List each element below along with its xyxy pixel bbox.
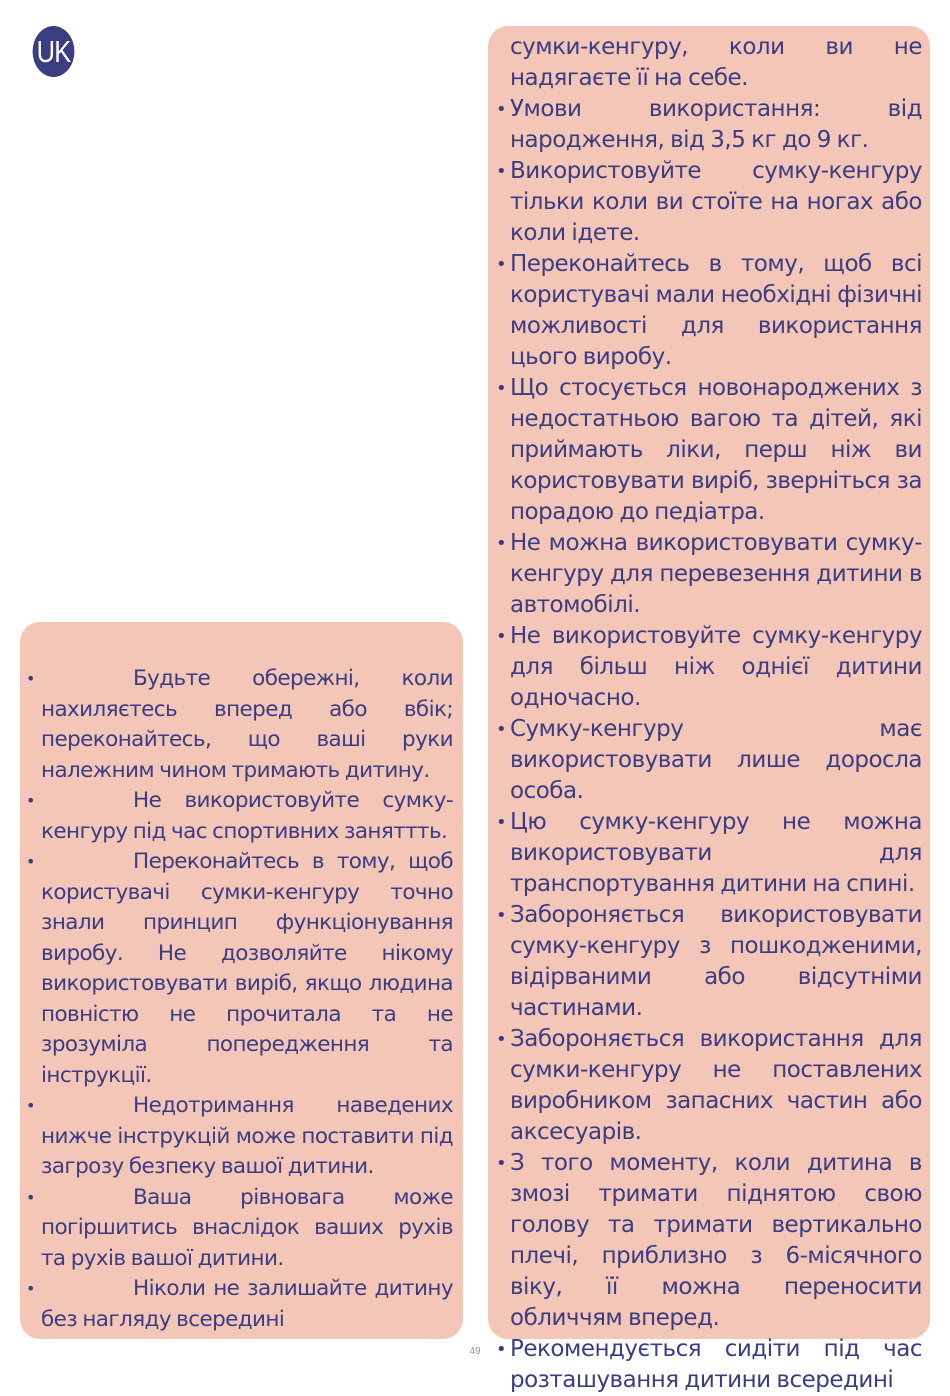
bullet-icon: • [26,669,35,688]
list-item: • Використовуйте сумку-кенгуру тільки коли ви стоїте на ногах або коли ідете. [496,158,922,246]
bullet-icon: • [496,1339,507,1360]
list-item: • Забороняється використовувати сумку-кенгуру з пошкодженими, відірваними або відсутніми частинами. [496,902,922,1021]
bullet-icon: • [496,254,507,275]
list-item: • Цю сумку-кенгуру не можна використовувати для транспортування дитини на спині. [496,809,922,897]
bullet-icon: • [496,626,507,647]
list-item: • Недотримання наведених нижче інструкцій може поставити під загрозу безпеку вашої дитини. [26,1093,453,1179]
warnings-list-right [488,32,922,1396]
warnings-list-left [20,664,453,1335]
list-item: • Рекомендується сидіти під час розташування дитини всередині [496,1336,922,1393]
list-item: • Будьте обережні, коли нахиляєтесь вперед або вбік; переконайтесь, що ваші руки належним чином тримають дитину. [26,666,453,783]
warnings-panel-left [20,622,463,1339]
bullet-icon: • [496,161,507,182]
bullet-icon: • [496,812,507,833]
bullet-icon: • [26,852,35,871]
list-item: • З того моменту, коли дитина в змозі тримати піднятою свою голову та тримати вертикально плечі, приблизно з 6-місячного віку, її можна переносити обличчям вперед. [496,1150,922,1331]
list-item: • Забороняється використання для сумки-кенгуру не поставлених виробником запасних частин або аксесуарів. [496,1026,922,1145]
bullet-icon: • [496,378,507,399]
list-item: • Сумку-кенгуру має використовувати лише доросла особа. [496,716,922,804]
list-item: • Умови використання: від народження, від 3,5 кг до 9 кг. [496,96,922,153]
bullet-icon: • [496,1029,507,1050]
list-item: • Не використовуйте сумку-кенгуру під час спортивних заняттть. [26,788,453,844]
list-item: • Не використовуйте сумку-кенгуру для більш ніж однієї дитини одночасно. [496,623,922,711]
language-badge: UK [33,26,75,77]
page-number: 49 [469,1346,481,1357]
bullet-icon: • [496,719,507,740]
bullet-icon: • [496,533,507,554]
bullet-icon: • [26,1187,35,1207]
bullet-icon: • [496,99,507,120]
list-item: • Переконайтесь в тому, щоб користувачі сумки-кенгуру точно знали принцип функціонування виробу. Не дозволяйте нікому використовувати виріб, якщо людина повністю не прочитала та не зрозуміла попередження та інструкції. [26,849,453,1088]
bullet-icon: • [496,1153,507,1174]
list-item: • Що стосується новонароджених з недостатньою вагою та дітей, які приймають ліки, перш ніж ви користовувати виріб, зверніться за порадою до педіатра. [496,375,922,525]
warnings-panel-right [488,26,930,1393]
bullet-icon: • [26,1279,35,1298]
list-item: • Переконайтесь в тому, щоб всі користувачі мали необхідні фізичні можливості для використання цього виробу. [496,251,922,370]
bullet-icon: • [496,905,507,926]
list-item: • Ніколи не залишайте дитину без нагляду всередині [26,1276,453,1332]
bullet-icon: • [26,1096,35,1115]
list-item: • Ваша рівновага може погіршитись внаслідок ваших рухів та рухів вашої дитини. [26,1184,453,1271]
list-item-continuation: сумки-кенгуру, коли ви не надягаєте її на себе. [510,34,922,91]
list-item: • Не можна використовувати сумку-кенгуру для перевезення дитини в автомобілі. [496,530,922,618]
bullet-icon: • [26,791,35,810]
